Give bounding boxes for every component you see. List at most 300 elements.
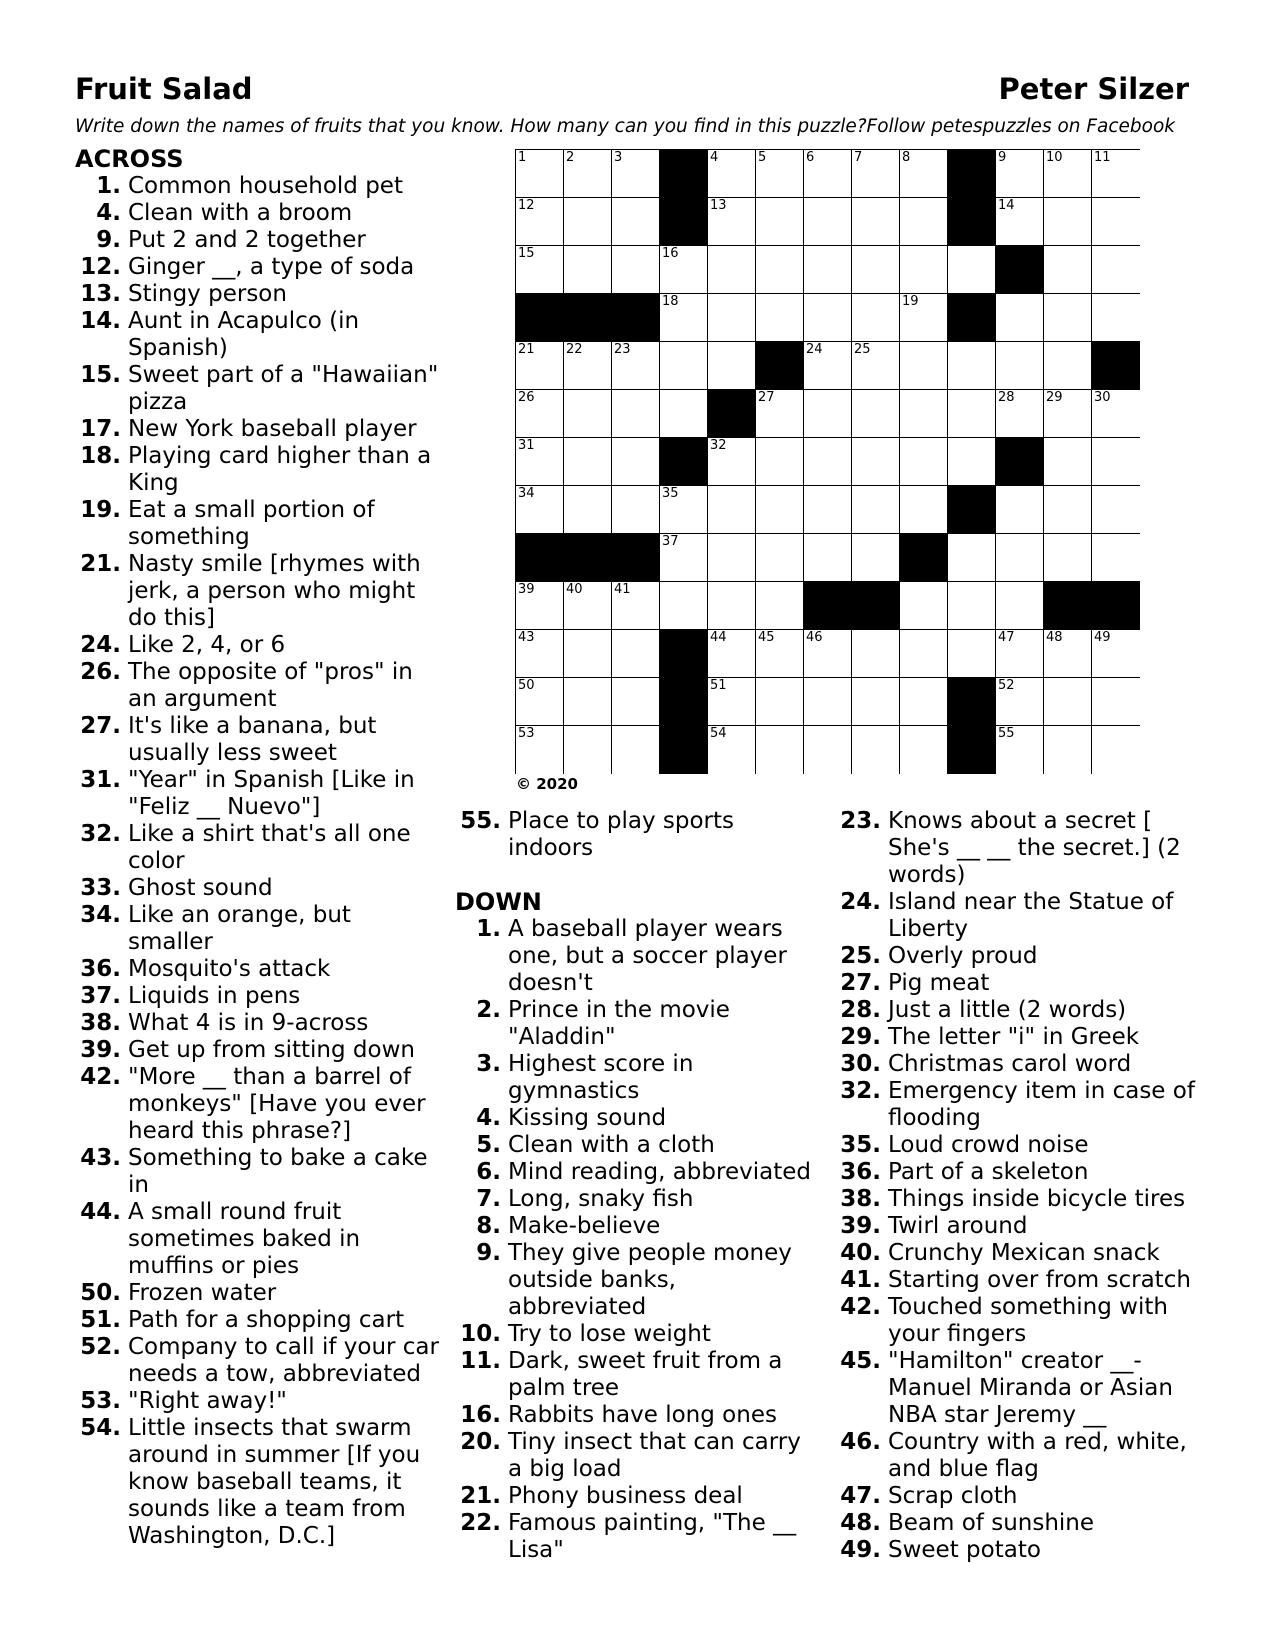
clue-number: 37 .	[75, 983, 121, 1010]
grid-cell[interactable]	[756, 150, 804, 198]
clue-text: It's like a banana, but usually less sweet	[128, 713, 377, 766]
grid-cell[interactable]	[900, 678, 948, 726]
grid-cell[interactable]	[1092, 726, 1140, 774]
grid-cell[interactable]	[612, 726, 660, 774]
grid-block	[756, 342, 804, 390]
grid-cell[interactable]	[948, 630, 996, 678]
grid-block	[948, 294, 996, 342]
clue-number: 29 .	[835, 1024, 881, 1051]
across-clue	[75, 497, 440, 551]
clue-number: 19 .	[75, 497, 121, 551]
clue-text: Like an orange, but smaller	[128, 902, 351, 955]
grid-cell[interactable]	[996, 342, 1044, 390]
grid-block	[852, 582, 900, 630]
instructions: Write down the names of fruits that you know. How many can you find in this puzzle?Follow petespuzzles on Facebook	[75, 116, 1176, 137]
clue-number: 44 .	[75, 1199, 121, 1280]
grid-cell[interactable]	[1092, 534, 1140, 582]
clue-text: "Year" in Spanish [Like in "Feliz __ Nuevo"]	[128, 767, 415, 820]
clue-text: Sweet part of a "Hawaiian" pizza	[128, 362, 439, 415]
down-clue	[455, 1429, 817, 1483]
grid-cell[interactable]	[708, 486, 756, 534]
grid-cell[interactable]	[612, 198, 660, 246]
grid-cell[interactable]	[756, 390, 804, 438]
cell-number: 9	[998, 150, 1007, 165]
clue-number: 4 .	[75, 200, 121, 227]
grid-cell[interactable]	[564, 438, 612, 486]
grid-cell[interactable]	[852, 150, 900, 198]
cell-number: 24	[806, 342, 823, 357]
grid-cell[interactable]	[612, 630, 660, 678]
grid-cell[interactable]	[1044, 390, 1092, 438]
clue-text: Things inside bicycle tires	[888, 1186, 1186, 1212]
grid-cell[interactable]	[1092, 678, 1140, 726]
clue-number: 26 .	[75, 659, 121, 713]
crossword-grid[interactable]	[515, 149, 1140, 774]
down-clue	[835, 943, 1195, 970]
grid-cell[interactable]	[516, 198, 564, 246]
across-clue	[75, 1064, 440, 1145]
grid-cell[interactable]	[804, 630, 852, 678]
grid-cell[interactable]	[756, 678, 804, 726]
grid-cell[interactable]	[804, 294, 852, 342]
clue-number: 21 .	[75, 551, 121, 632]
grid-cell[interactable]	[660, 342, 708, 390]
grid-cell[interactable]	[948, 342, 996, 390]
clue-text: Aunt in Acapulco (in Spanish)	[128, 308, 360, 361]
grid-cell[interactable]	[564, 582, 612, 630]
grid-cell[interactable]	[1092, 438, 1140, 486]
cell-number: 51	[710, 678, 727, 693]
grid-cell[interactable]	[852, 198, 900, 246]
grid-cell[interactable]	[900, 342, 948, 390]
clue-text: Mind reading, abbreviated	[508, 1159, 811, 1185]
clue-number: 34 .	[75, 902, 121, 956]
across-clue	[75, 200, 440, 227]
grid-cell[interactable]	[1044, 438, 1092, 486]
down-clue	[455, 1483, 817, 1510]
clue-number: 17 .	[75, 416, 121, 443]
clue-number: 24 .	[75, 632, 121, 659]
clue-text: Company to call if your car needs a tow, abbreviated	[128, 1334, 439, 1387]
grid-cell[interactable]	[660, 294, 708, 342]
grid-cell[interactable]	[708, 198, 756, 246]
across-clue	[75, 254, 440, 281]
clue-text: Beam of sunshine	[888, 1510, 1095, 1536]
clue-text: Put 2 and 2 together	[128, 227, 366, 253]
grid-cell[interactable]	[756, 726, 804, 774]
grid-cell[interactable]	[1044, 726, 1092, 774]
grid-cell[interactable]	[708, 534, 756, 582]
grid-cell[interactable]	[852, 342, 900, 390]
clue-text: Clean with a broom	[128, 200, 353, 226]
clue-text: "Hamilton" creator __-Manuel Miranda or Asian NBA star Jeremy __	[888, 1348, 1173, 1428]
grid-cell[interactable]	[1044, 342, 1092, 390]
clue-number: 38 .	[835, 1186, 881, 1213]
cell-number: 45	[758, 630, 775, 645]
grid-cell[interactable]	[1092, 390, 1140, 438]
grid-cell[interactable]	[564, 726, 612, 774]
clue-text: Stingy person	[128, 281, 287, 307]
down-clue	[455, 1510, 817, 1564]
grid-cell[interactable]	[660, 582, 708, 630]
across-clues-part-2	[455, 808, 817, 862]
grid-cell[interactable]	[516, 246, 564, 294]
grid-cell[interactable]	[996, 486, 1044, 534]
clue-number: 4 .	[455, 1105, 501, 1132]
cell-number: 6	[806, 150, 815, 165]
across-clue	[75, 1037, 440, 1064]
clue-text: Kissing sound	[508, 1105, 667, 1131]
grid-cell[interactable]	[660, 246, 708, 294]
across-clue	[75, 308, 440, 362]
grid-cell[interactable]	[516, 150, 564, 198]
grid-cell[interactable]	[660, 534, 708, 582]
grid-cell[interactable]	[996, 726, 1044, 774]
down-clue	[835, 1267, 1195, 1294]
down-clue	[455, 1321, 817, 1348]
down-clue	[455, 916, 817, 997]
grid-cell[interactable]	[756, 486, 804, 534]
grid-cell[interactable]	[1092, 294, 1140, 342]
clue-number: 52 .	[75, 1334, 121, 1388]
grid-cell[interactable]	[900, 438, 948, 486]
grid-cell[interactable]	[804, 534, 852, 582]
across-clue	[75, 767, 440, 821]
grid-block	[612, 534, 660, 582]
grid-cell[interactable]	[852, 294, 900, 342]
grid-cell[interactable]	[612, 342, 660, 390]
across-clue	[75, 1334, 440, 1388]
grid-cell[interactable]	[996, 390, 1044, 438]
grid-cell[interactable]	[804, 438, 852, 486]
grid-cell[interactable]	[1044, 198, 1092, 246]
grid-cell[interactable]	[852, 678, 900, 726]
grid-cell[interactable]	[1044, 486, 1092, 534]
grid-cell[interactable]	[1092, 246, 1140, 294]
grid-cell[interactable]	[660, 486, 708, 534]
down-clue	[455, 1348, 817, 1402]
clue-text: Christmas carol word	[888, 1051, 1132, 1077]
cell-number: 11	[1094, 150, 1111, 165]
clue-number: 10 .	[455, 1321, 501, 1348]
grid-cell[interactable]	[1092, 198, 1140, 246]
clue-number: 39 .	[75, 1037, 121, 1064]
grid-cell[interactable]	[852, 630, 900, 678]
grid-cell[interactable]	[1092, 150, 1140, 198]
cell-number: 10	[1046, 150, 1063, 165]
grid-cell[interactable]	[756, 246, 804, 294]
grid-cell[interactable]	[564, 390, 612, 438]
grid-cell[interactable]	[804, 150, 852, 198]
grid-cell[interactable]	[756, 630, 804, 678]
cell-number: 23	[614, 342, 631, 357]
cell-number: 43	[518, 630, 535, 645]
clue-text: Sweet potato	[888, 1537, 1041, 1563]
across-clue	[75, 1199, 440, 1280]
grid-cell[interactable]	[900, 198, 948, 246]
grid-cell[interactable]	[1092, 630, 1140, 678]
grid-cell[interactable]	[516, 390, 564, 438]
down-clue	[835, 1024, 1195, 1051]
grid-cell[interactable]	[948, 390, 996, 438]
clue-number: 49 .	[835, 1537, 881, 1564]
down-clue	[835, 1213, 1195, 1240]
clue-text: Clean with a cloth	[508, 1132, 715, 1158]
grid-cell[interactable]	[948, 438, 996, 486]
down-clue	[835, 1483, 1195, 1510]
clue-text: Ginger __, a type of soda	[128, 254, 415, 280]
across-clue	[75, 1388, 440, 1415]
down-clue	[455, 1105, 817, 1132]
cell-number: 16	[662, 246, 679, 261]
across-clue	[75, 227, 440, 254]
across-clue	[75, 362, 440, 416]
grid-cell[interactable]	[516, 630, 564, 678]
grid-cell[interactable]	[516, 726, 564, 774]
grid-cell[interactable]	[804, 246, 852, 294]
clue-text: Starting over from scratch	[888, 1267, 1191, 1293]
clue-text: Nasty smile [rhymes with jerk, a person who might do this]	[128, 551, 421, 631]
down-heading: DOWN	[455, 888, 542, 916]
grid-cell[interactable]	[804, 726, 852, 774]
grid-cell[interactable]	[996, 678, 1044, 726]
grid-cell[interactable]	[900, 294, 948, 342]
grid-cell[interactable]	[996, 294, 1044, 342]
grid-block	[948, 150, 996, 198]
grid-cell[interactable]	[564, 678, 612, 726]
clue-number: 32 .	[835, 1078, 881, 1132]
clue-number: 46 .	[835, 1429, 881, 1483]
grid-cell[interactable]	[612, 678, 660, 726]
clue-text: Make-believe	[508, 1213, 661, 1239]
clue-text: Pig meat	[888, 970, 990, 996]
cell-number: 12	[518, 198, 535, 213]
clue-number: 16 .	[455, 1402, 501, 1429]
grid-cell[interactable]	[708, 678, 756, 726]
across-heading: ACROSS	[75, 145, 184, 173]
across-clue	[75, 983, 440, 1010]
grid-cell[interactable]	[900, 630, 948, 678]
grid-cell[interactable]	[1044, 534, 1092, 582]
grid-cell[interactable]	[516, 486, 564, 534]
down-clue	[455, 1051, 817, 1105]
clue-text: New York baseball player	[128, 416, 417, 442]
grid-cell[interactable]	[612, 390, 660, 438]
clue-number: 33 .	[75, 875, 121, 902]
cell-number: 5	[758, 150, 767, 165]
grid-cell[interactable]	[852, 726, 900, 774]
grid-cell[interactable]	[708, 438, 756, 486]
clue-text: Phony business deal	[508, 1483, 743, 1509]
grid-block	[660, 438, 708, 486]
grid-block	[804, 582, 852, 630]
grid-cell[interactable]	[564, 150, 612, 198]
grid-cell[interactable]	[852, 390, 900, 438]
down-clues-part-2	[835, 808, 1195, 1564]
clue-text: A small round fruit sometimes baked in muffins or pies	[128, 1199, 361, 1279]
grid-cell[interactable]	[852, 438, 900, 486]
grid-cell[interactable]	[516, 342, 564, 390]
grid-cell[interactable]	[900, 582, 948, 630]
grid-cell[interactable]	[900, 486, 948, 534]
clue-number: 32 .	[75, 821, 121, 875]
cell-number: 31	[518, 438, 535, 453]
clue-text: Loud crowd noise	[888, 1132, 1089, 1158]
grid-cell[interactable]	[708, 582, 756, 630]
grid-cell[interactable]	[708, 246, 756, 294]
grid-cell[interactable]	[996, 582, 1044, 630]
grid-block	[516, 534, 564, 582]
grid-cell[interactable]	[804, 198, 852, 246]
grid-cell[interactable]	[564, 198, 612, 246]
grid-cell[interactable]	[1044, 678, 1092, 726]
clue-number: 12 .	[75, 254, 121, 281]
grid-block	[948, 678, 996, 726]
grid-cell[interactable]	[900, 390, 948, 438]
clue-number: 36 .	[835, 1159, 881, 1186]
grid-cell[interactable]	[516, 678, 564, 726]
grid-cell[interactable]	[900, 246, 948, 294]
clue-number: 48 .	[835, 1510, 881, 1537]
grid-cell[interactable]	[564, 246, 612, 294]
grid-block	[660, 678, 708, 726]
clue-number: 11 .	[455, 1348, 501, 1402]
grid-cell[interactable]	[804, 342, 852, 390]
grid-cell[interactable]	[612, 438, 660, 486]
clue-text: They give people money outside banks, abbreviated	[508, 1240, 792, 1320]
cell-number: 55	[998, 726, 1015, 741]
grid-cell[interactable]	[1044, 246, 1092, 294]
down-clue	[835, 889, 1195, 943]
grid-cell[interactable]	[804, 390, 852, 438]
down-clue	[835, 1537, 1195, 1564]
down-clue	[835, 970, 1195, 997]
clue-text: Like 2, 4, or 6	[128, 632, 286, 658]
down-clue	[835, 1159, 1195, 1186]
grid-cell[interactable]	[516, 582, 564, 630]
cell-number: 54	[710, 726, 727, 741]
grid-cell[interactable]	[612, 246, 660, 294]
grid-cell[interactable]	[852, 246, 900, 294]
grid-cell[interactable]	[564, 486, 612, 534]
clue-number: 18 .	[75, 443, 121, 497]
clue-text: Like a shirt that's all one color	[128, 821, 411, 874]
grid-cell[interactable]	[564, 342, 612, 390]
cell-number: 26	[518, 390, 535, 405]
grid-cell[interactable]	[1044, 294, 1092, 342]
clue-text: Famous painting, "The __ Lisa"	[508, 1510, 797, 1563]
grid-block	[1044, 582, 1092, 630]
grid-cell[interactable]	[756, 582, 804, 630]
clue-text: Island near the Statue of Liberty	[888, 889, 1174, 942]
grid-cell[interactable]	[996, 534, 1044, 582]
grid-cell[interactable]	[852, 486, 900, 534]
grid-cell[interactable]	[948, 582, 996, 630]
grid-cell[interactable]	[852, 534, 900, 582]
clue-number: 41 .	[835, 1267, 881, 1294]
grid-cell[interactable]	[756, 534, 804, 582]
grid-block	[564, 294, 612, 342]
down-clue	[835, 1186, 1195, 1213]
cell-number: 14	[998, 198, 1015, 213]
grid-cell[interactable]	[516, 438, 564, 486]
cell-number: 44	[710, 630, 727, 645]
cell-number: 39	[518, 582, 535, 597]
clue-text: Emergency item in case of flooding	[888, 1078, 1195, 1131]
grid-cell[interactable]	[900, 726, 948, 774]
grid-cell[interactable]	[1044, 630, 1092, 678]
grid-cell[interactable]	[708, 294, 756, 342]
cell-number: 4	[710, 150, 719, 165]
across-clue	[75, 632, 440, 659]
clue-number: 5 .	[455, 1132, 501, 1159]
cell-number: 32	[710, 438, 727, 453]
grid-cell[interactable]	[708, 342, 756, 390]
grid-cell[interactable]	[660, 390, 708, 438]
grid-cell[interactable]	[996, 630, 1044, 678]
grid-cell[interactable]	[612, 582, 660, 630]
grid-cell[interactable]	[804, 678, 852, 726]
down-clue	[455, 1132, 817, 1159]
clue-number: 3 .	[455, 1051, 501, 1105]
across-clue	[75, 443, 440, 497]
grid-cell[interactable]	[756, 294, 804, 342]
grid-block	[660, 726, 708, 774]
down-clue	[455, 1213, 817, 1240]
grid-block	[516, 294, 564, 342]
clue-number: 43 .	[75, 1145, 121, 1199]
grid-block	[996, 438, 1044, 486]
grid-cell[interactable]	[996, 150, 1044, 198]
grid-cell[interactable]	[756, 438, 804, 486]
cell-number: 41	[614, 582, 631, 597]
grid-block	[660, 150, 708, 198]
across-clue	[75, 956, 440, 983]
grid-cell[interactable]	[1044, 150, 1092, 198]
grid-cell[interactable]	[612, 150, 660, 198]
clue-text: Get up from sitting down	[128, 1037, 415, 1063]
grid-cell[interactable]	[996, 198, 1044, 246]
clue-number: 9 .	[75, 227, 121, 254]
clue-text: Twirl around	[888, 1213, 1028, 1239]
clue-text: Prince in the movie "Aladdin"	[508, 997, 730, 1050]
grid-cell[interactable]	[612, 486, 660, 534]
grid-cell[interactable]	[1092, 486, 1140, 534]
cell-number: 7	[854, 150, 863, 165]
grid-cell[interactable]	[564, 630, 612, 678]
grid-cell[interactable]	[708, 150, 756, 198]
clue-number: 55 .	[455, 808, 501, 862]
grid-cell[interactable]	[948, 534, 996, 582]
clue-number: 45 .	[835, 1348, 881, 1429]
grid-cell[interactable]	[708, 630, 756, 678]
grid-cell[interactable]	[756, 198, 804, 246]
copyright: © 2020	[516, 775, 578, 793]
clue-text: "More __ than a barrel of monkeys" [Have you ever heard this phrase?]	[128, 1064, 426, 1144]
grid-cell[interactable]	[948, 246, 996, 294]
across-clue	[75, 1280, 440, 1307]
grid-cell[interactable]	[708, 726, 756, 774]
down-clue	[455, 1159, 817, 1186]
grid-block	[1092, 342, 1140, 390]
cell-number: 35	[662, 486, 679, 501]
clue-number: 36 .	[75, 956, 121, 983]
down-clue	[835, 1294, 1195, 1348]
grid-cell[interactable]	[804, 486, 852, 534]
cell-number: 50	[518, 678, 535, 693]
grid-cell[interactable]	[900, 150, 948, 198]
cell-number: 34	[518, 486, 535, 501]
